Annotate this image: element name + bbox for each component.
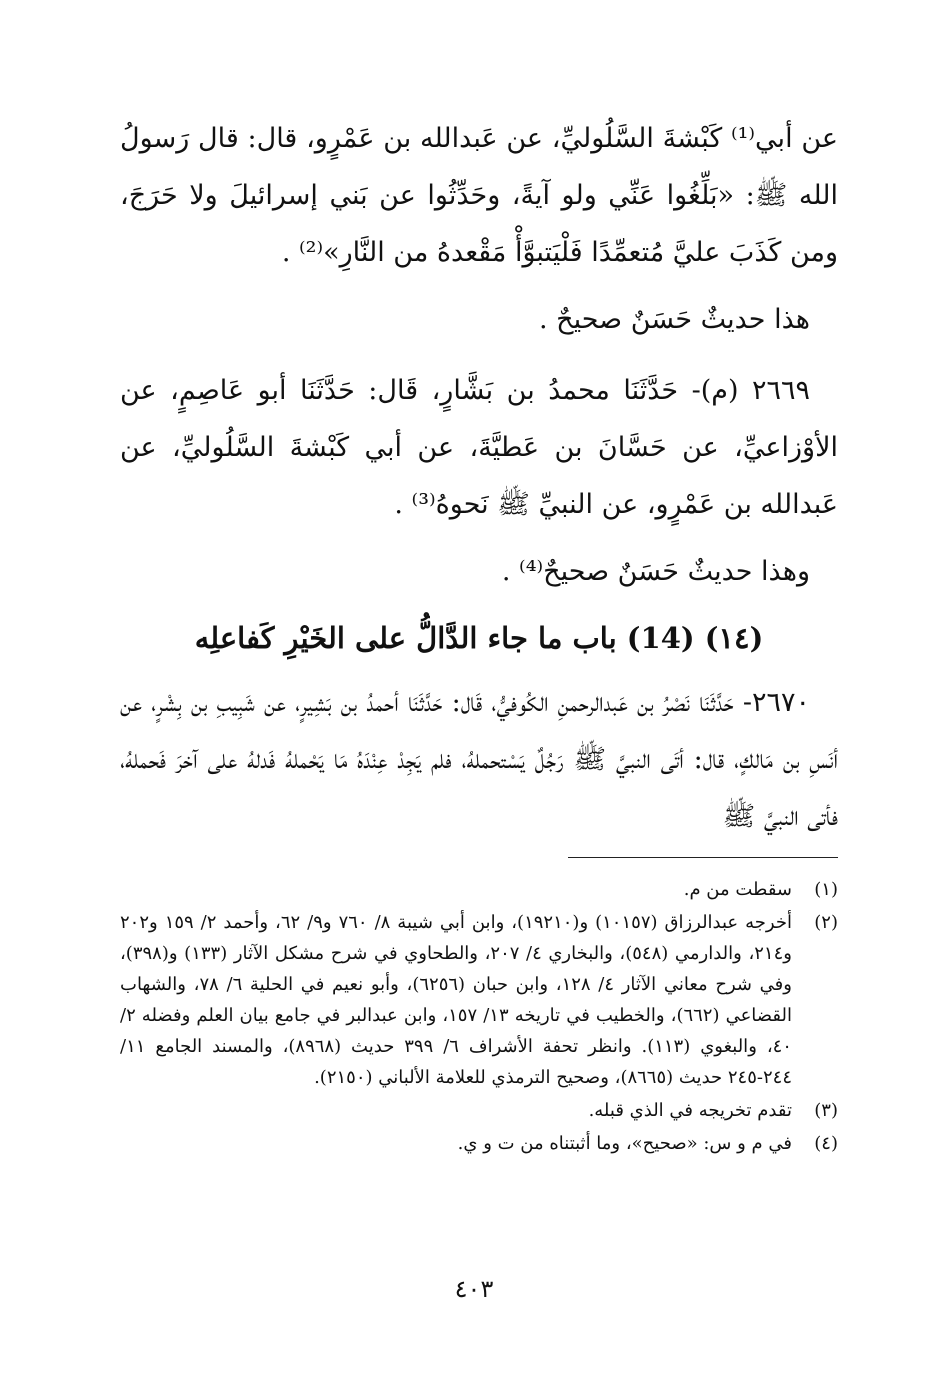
footnote-item (120, 1095, 838, 1126)
paragraph-hadith-text: عن أبي⁽¹⁾ كَبْشةَ السَّلُوليِّ، عن عَبدالله بن عَمْرٍو، قال: قال رَسولُ الله ﷺ: «بَلِّغُوا عَنِّي ولو آيةً، وحَدِّثُوا عن بَني إسرائيلَ ولا حَرَجَ، ومن كَذَبَ عليَّ مُتعمِّدًا فَلْيَتبوَّأْ مَقْعدهُ من النَّارِ»⁽²⁾ . (120, 123, 838, 268)
footnote-item (120, 874, 838, 905)
paragraph-hadith-2670: ٢٦٧٠- حَدَّثَنَا نَصْرُ بن عَبدالرحمنِ الكُوفيُّ، قَال: حَدَّثَنَا أحمدُ بن بَشِيرٍ، عن شَبِيبِ بن بِشْرٍ، عن أنَسِ بن مَالكٍ، قال: أتَى النبيَّ ﷺ رَجُلٌ يَسْتحملهُ، فلم يَجِدْ عِنْدَهُ مَا يَحْملهُ فَدلهُ على آخرَ فَحملهُ، فأتى النبيَّ ﷺ (120, 687, 838, 832)
footnote-divider (568, 857, 838, 858)
footnote-item (120, 907, 838, 1093)
paragraph-grading-2: وهذا حديثٌ حَسَنٌ صحيحٌ⁽⁴⁾ . (501, 556, 810, 587)
paragraph-hadith-2669: ٢٦٦٩ (م)- حَدَّثَنَا محمدُ بن بَشَّارٍ، قَال: حَدَّثَنَا أبو عَاصِمٍ، عن الأوْزاعيِّ، عن حَسَّانَ بن عَطيَّةَ، عن أبي كَبْشةَ السَّلُوليِّ، عن عَبدالله بن عَمْرٍو، عن النبيِّ ﷺ نَحوهُ⁽³⁾ . (120, 375, 838, 520)
footnote-text: سقطت من م. (683, 879, 792, 900)
footnote-text: أخرجه عبدالرزاق (١٠١٥٧) و(١٩٢١٠)، وابن أبي شيبة ٨/ ٧٦٠ و٩/ ٦٢، وأحمد ٢/ ١٥٩ و٢٠٢ و٢١٤، والدارمي (٥٤٨)، والبخاري ٤/ ٢٠٧، والطحاوي في شرح مشكل الآثار (١٣٣) و(٣٩٨)، وفي شرح معاني الآثار ٤/ ١٢٨، وابن حبان (٦٢٥٦)، وأبو نعيم في الحلية ٦/ ٧٨، والشهاب القضاعي (٦٦٢)، والخطيب في تاريخه ١٣/ ١٥٧، وابن عبدالبر في جامع بيان العلم وفضله ٢/ ٤٠، والبغوي (١١٣). وانظر تحفة الأشراف ٦/ ٣٩٩ حديث (٨٩٦٨)، والمسند الجامع ١١/ ٢٤٤-٢٤٥ حديث (٨٦٦٥)، وصحيح الترمذي للعلامة الألباني (٢١٥٠). (120, 912, 792, 1088)
footnote-number: (٢) (814, 912, 838, 933)
footnote-number: (٤) (814, 1133, 838, 1154)
footnote-number: (٣) (814, 1100, 838, 1121)
footnote-text: في م و س: «صحيح»، وما أثبتناه من ت و ي. (457, 1133, 792, 1154)
paragraph-grading: هذا حديثٌ حَسَنٌ صحيحٌ . (539, 304, 810, 335)
page-number: ٤٠٣ (454, 1275, 494, 1303)
footnote-number: (١) (814, 879, 838, 900)
chapter-heading: (١٤) (14) باب ما جاء الدَّالُّ على الخَيْرِ كَفاعلِه (194, 621, 764, 655)
page-content (120, 110, 838, 1161)
footnote-item (120, 1128, 838, 1159)
footnote-text: تقدم تخريجه في الذي قبله. (588, 1100, 792, 1121)
footnotes (120, 874, 838, 1159)
